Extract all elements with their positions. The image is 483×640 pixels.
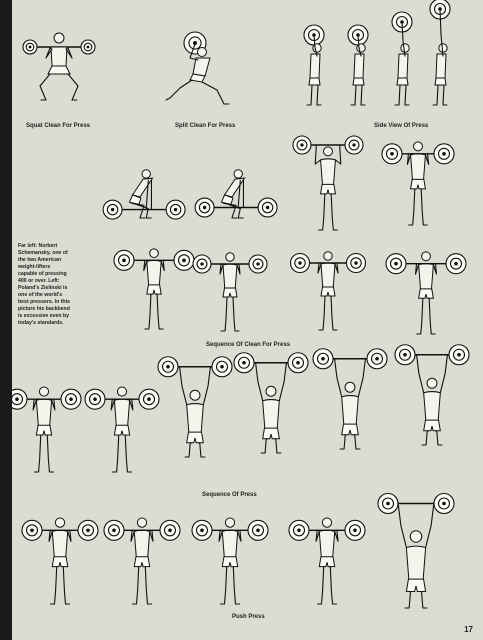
illustrations (12, 0, 483, 640)
clean-pull-figure-1 (103, 170, 185, 219)
squat-clean-figure (23, 33, 95, 100)
push-press-figure-4 (289, 518, 365, 604)
push-press-figure-3 (192, 518, 268, 604)
caption-split-clean: Split Clean For Press (175, 123, 236, 129)
push-press-figure-2 (104, 518, 180, 604)
press-figure-2 (85, 387, 159, 472)
side-view-figure-2 (348, 25, 368, 105)
caption-squat-clean: Squat Clean For Press (26, 123, 91, 129)
clean-rack-figure-1 (114, 249, 194, 329)
page-number: 17 (464, 625, 473, 634)
side-view-figure-4 (430, 0, 450, 105)
press-figure-4 (234, 353, 308, 453)
side-view-figure-1 (304, 25, 324, 105)
caption-sequence-clean: Sequence Of Clean For Press (206, 342, 291, 348)
caption-push-press: Push Press (232, 614, 265, 620)
clean-rack-figure-4 (386, 252, 466, 334)
press-figure-1 (12, 387, 81, 472)
split-clean-figure (166, 32, 229, 104)
clean-pull-figure-2 (195, 170, 277, 218)
clean-rack-figure-3 (291, 252, 366, 330)
press-figure-6 (395, 345, 469, 445)
press-figure-3 (158, 357, 232, 457)
press-figure-5 (313, 349, 387, 449)
caption-side-view: Side View Of Press (374, 123, 429, 129)
book-page (12, 0, 483, 640)
caption-sequence-press: Sequence Of Press (202, 492, 257, 498)
push-press-figure-5 (378, 494, 454, 609)
clean-high-pull-figure (293, 136, 363, 230)
side-view-figure-3 (392, 12, 412, 105)
clean-rack-figure-2 (193, 253, 267, 331)
push-press-figure-1 (22, 518, 98, 604)
sidebar-caption: Far left: Norbert Schemansky, one of the two American weight-lifters capable of pressing 400 or over. Left: Poland's Zielinski is one of the world's best pressers. In this picture his backbend is excessive even by today's standards. (18, 243, 70, 327)
clean-racked-figure (382, 142, 454, 225)
